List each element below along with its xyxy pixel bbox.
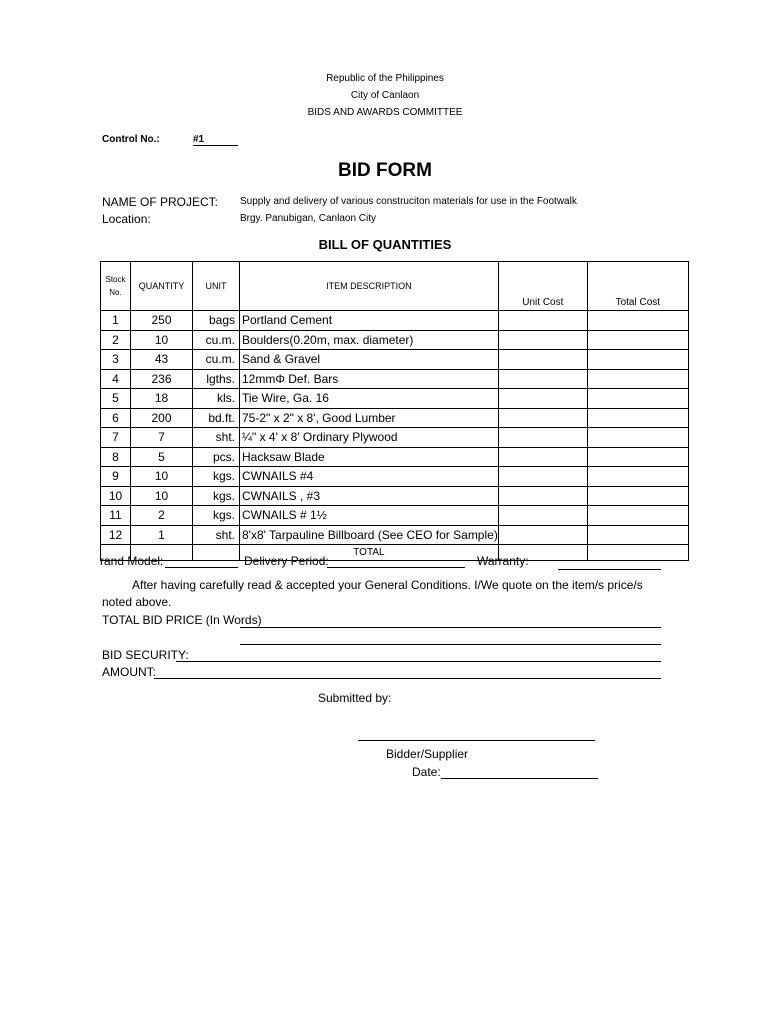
bill-of-quantities-table	[100, 261, 689, 561]
description-cell: CWNAILS # 1½	[240, 506, 499, 526]
table-row	[101, 525, 689, 545]
header-description: ITEM DESCRIPTION	[240, 262, 499, 311]
project-name-label: NAME OF PROJECT:	[102, 195, 219, 209]
stock-no-cell: 6	[101, 408, 131, 428]
stock-no-cell: 9	[101, 467, 131, 487]
unit-cell: bd.ft.	[193, 408, 240, 428]
total-cost-cell	[587, 545, 688, 561]
total-cost-cell	[587, 506, 688, 526]
unit-cost-cell	[498, 486, 587, 506]
unit-cell: cu.m.	[193, 330, 240, 350]
total-row	[101, 545, 689, 561]
unit-cell: lgths.	[193, 369, 240, 389]
table-row	[101, 428, 689, 448]
table-row	[101, 369, 689, 389]
description-cell: Portland Cement	[240, 311, 499, 331]
table-row	[101, 311, 689, 331]
boq-title: BILL OF QUANTITIES	[318, 237, 452, 252]
unit-cost-cell	[498, 447, 587, 467]
table-row	[101, 408, 689, 428]
quantity-cell: 250	[131, 311, 193, 331]
brand-model-label: rand Model:	[100, 554, 164, 568]
unit-cell: kls.	[193, 389, 240, 409]
quantity-cell: 10	[131, 486, 193, 506]
table-row	[101, 506, 689, 526]
stock-no-cell: 5	[101, 389, 131, 409]
warranty-line	[558, 569, 661, 570]
quantity-cell: 18	[131, 389, 193, 409]
description-cell: Hacksaw Blade	[240, 447, 499, 467]
description-cell: 12mmΦ Def. Bars	[240, 369, 499, 389]
stock-no-cell: 2	[101, 330, 131, 350]
quantity-cell: 200	[131, 408, 193, 428]
unit-cell: kgs.	[193, 467, 240, 487]
unit-cost-cell	[498, 428, 587, 448]
total-cost-cell	[587, 330, 688, 350]
total-bid-price-line	[240, 627, 661, 628]
description-cell: CWNAILS #4	[240, 467, 499, 487]
total-cost-cell	[587, 428, 688, 448]
amount-line	[154, 678, 661, 679]
submitted-by-label: Submitted by:	[318, 691, 392, 705]
stock-no-cell: 10	[101, 486, 131, 506]
header-republic: Republic of the Philippines	[326, 73, 444, 84]
table-row	[101, 467, 689, 487]
bid-security-line	[176, 661, 661, 662]
unit-cost-cell	[498, 311, 587, 331]
header-city: City of Canlaon	[350, 90, 420, 101]
project-name-value: Supply and delivery of various construciton materials for use in the Footwalk	[240, 196, 577, 207]
header-committee: BIDS AND AWARDS COMMITTEE	[307, 107, 463, 118]
unit-cell: sht.	[193, 525, 240, 545]
total-bid-price-line-2	[240, 644, 661, 645]
description-cell: CWNAILS , #3	[240, 486, 499, 506]
total-cost-cell	[587, 389, 688, 409]
stock-no-cell: 1	[101, 311, 131, 331]
delivery-period-line	[327, 567, 465, 568]
control-label: Control No.:	[102, 134, 160, 145]
signature-line	[358, 740, 595, 741]
total-cost-cell	[587, 369, 688, 389]
unit-cell: kgs.	[193, 486, 240, 506]
bidder-supplier-label: Bidder/Supplier	[386, 747, 469, 761]
description-cell: Tie Wire, Ga. 16	[240, 389, 499, 409]
total-label: TOTAL	[240, 545, 499, 561]
quantity-cell: 10	[131, 467, 193, 487]
header-unit-cost: Unit Cost	[498, 262, 587, 311]
table-row	[101, 350, 689, 370]
header-unit: UNIT	[193, 262, 240, 311]
date-label: Date:	[412, 765, 441, 779]
statement-line-2: noted above.	[102, 595, 172, 609]
stock-no-cell: 3	[101, 350, 131, 370]
total-cost-cell	[587, 486, 688, 506]
total-cost-cell	[587, 350, 688, 370]
total-cell-empty	[193, 545, 240, 561]
header-total-cost: Total Cost	[587, 262, 688, 311]
total-cost-cell	[587, 467, 688, 487]
description-cell: Boulders(0.20m, max. diameter)	[240, 330, 499, 350]
brand-model-line	[165, 567, 238, 568]
page-title: BID FORM	[338, 160, 432, 181]
total-cost-cell	[587, 311, 688, 331]
unit-cell: bags	[193, 311, 240, 331]
quantity-cell: 236	[131, 369, 193, 389]
date-line	[441, 778, 598, 779]
description-cell: 8'x8' Tarpauline Billboard (See CEO for Sample)	[240, 525, 499, 545]
delivery-period-label: Delivery Period:	[244, 554, 329, 568]
location-label: Location:	[102, 212, 151, 226]
stock-no-cell: 11	[101, 506, 131, 526]
unit-cost-cell	[498, 525, 587, 545]
unit-cost-cell	[498, 389, 587, 409]
quantity-cell: 5	[131, 447, 193, 467]
stock-no-cell: 12	[101, 525, 131, 545]
quantity-cell: 7	[131, 428, 193, 448]
total-bid-price-label: TOTAL BID PRICE (In Words)	[102, 613, 262, 627]
description-cell: ¼" x 4' x 8' Ordinary Plywood	[240, 428, 499, 448]
table-row	[101, 447, 689, 467]
unit-cost-cell	[498, 467, 587, 487]
quantity-cell: 10	[131, 330, 193, 350]
header-stock: Stock No.	[101, 262, 131, 311]
unit-cost-cell	[498, 330, 587, 350]
stock-no-cell: 4	[101, 369, 131, 389]
unit-cell: pcs.	[193, 447, 240, 467]
header-quantity: QUANTITY	[131, 262, 193, 311]
total-cost-cell	[587, 525, 688, 545]
quantity-cell: 2	[131, 506, 193, 526]
unit-cost-cell	[498, 369, 587, 389]
description-cell: Sand & Gravel	[240, 350, 499, 370]
unit-cell: kgs.	[193, 506, 240, 526]
statement-line-1: After having carefully read & accepted your General Conditions. I/We quote on the item/s price/s	[132, 578, 643, 592]
bid-security-label: BID SECURITY:	[102, 648, 189, 662]
total-cost-cell	[587, 408, 688, 428]
stock-no-cell: 7	[101, 428, 131, 448]
quantity-cell: 43	[131, 350, 193, 370]
unit-cost-cell	[498, 408, 587, 428]
unit-cost-cell	[498, 350, 587, 370]
unit-cell: sht.	[193, 428, 240, 448]
amount-label: AMOUNT:	[102, 665, 156, 679]
stock-no-cell: 8	[101, 447, 131, 467]
total-cost-cell	[587, 447, 688, 467]
table-row	[101, 389, 689, 409]
table-row	[101, 330, 689, 350]
location-value: Brgy. Panubigan, Canlaon City	[240, 213, 377, 224]
description-cell: 75-2" x 2" x 8', Good Lumber	[240, 408, 499, 428]
table-row	[101, 486, 689, 506]
table-header-row	[101, 262, 689, 311]
warranty-label: Warranty:	[477, 554, 529, 568]
unit-cost-cell	[498, 506, 587, 526]
unit-cell: cu.m.	[193, 350, 240, 370]
quantity-cell: 1	[131, 525, 193, 545]
control-value: #1	[193, 134, 238, 146]
